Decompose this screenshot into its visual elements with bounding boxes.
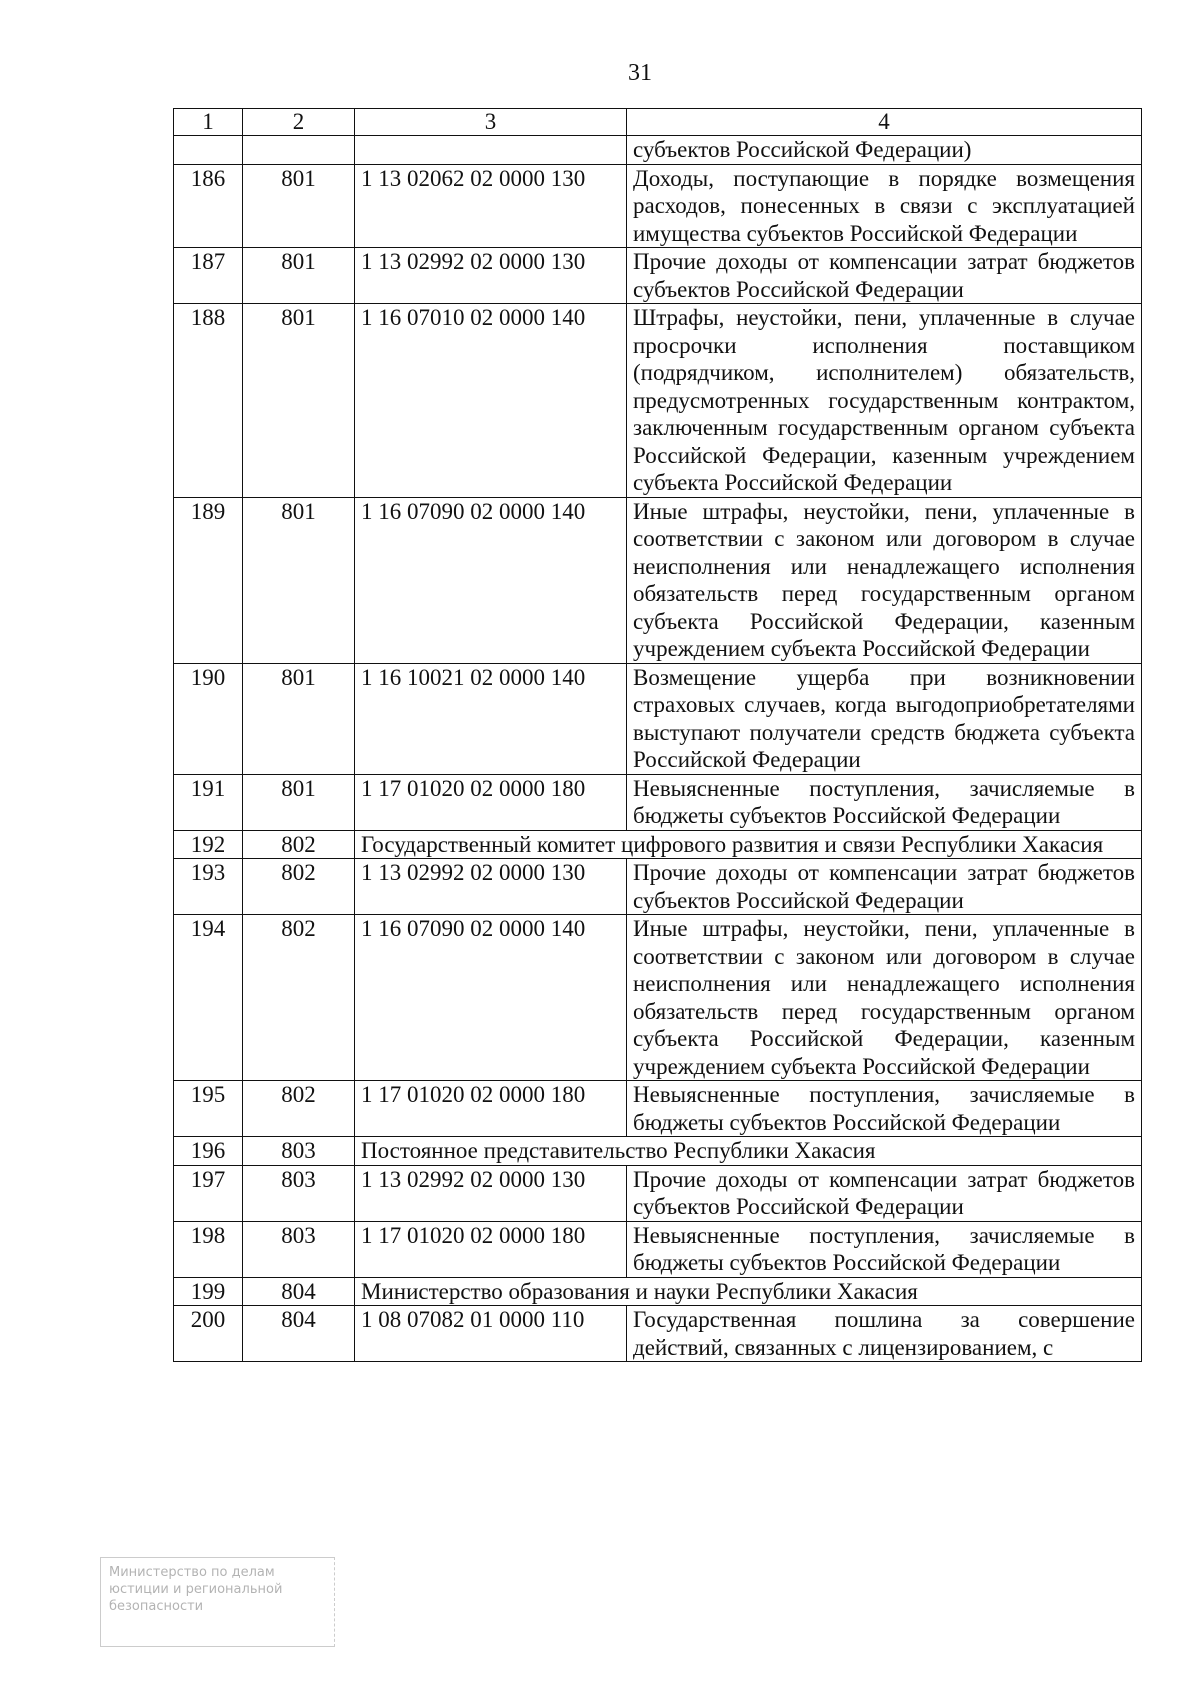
stamp-line: безопасности (109, 1599, 204, 1614)
row-number: 200 (174, 1306, 243, 1362)
budget-classification-code: 1 16 10021 02 0000 140 (355, 663, 627, 774)
revenue-description: Иные штрафы, неустойки, пени, уплаченные в соответствии с законом или договором в случае неисполнения или ненадлежащего исполнения обязательств перед государственным органом субъекта Российской Федерации, казенным учреждением субъекта Российской Федерации (627, 497, 1142, 663)
row-number: 193 (174, 859, 243, 915)
table-row (174, 663, 1142, 774)
admin-code: 803 (243, 1137, 355, 1166)
table-row (174, 304, 1142, 498)
organization-name: Министерство образования и науки Республики Хакасия (355, 1277, 1142, 1306)
admin-code: 804 (243, 1277, 355, 1306)
revenue-description: Доходы, поступающие в порядке возмещения расходов, понесенных в связи с эксплуатацией имущества субъектов Российской Федерации (627, 164, 1142, 248)
row-number: 199 (174, 1277, 243, 1306)
table-row (174, 164, 1142, 248)
row-number: 197 (174, 1165, 243, 1221)
admin-code: 803 (243, 1221, 355, 1277)
organization-name: Постоянное представительство Республики Хакасия (355, 1137, 1142, 1166)
table-row (174, 1081, 1142, 1137)
admin-code: 801 (243, 164, 355, 248)
table-row (174, 1137, 1142, 1166)
header-col-1: 1 (174, 109, 243, 136)
admin-code: 801 (243, 497, 355, 663)
admin-code: 802 (243, 859, 355, 915)
revenue-codes-table (173, 108, 1142, 1362)
row-number (174, 136, 243, 165)
table-row (174, 136, 1142, 165)
row-number: 195 (174, 1081, 243, 1137)
admin-code: 804 (243, 1306, 355, 1362)
budget-classification-code: 1 13 02062 02 0000 130 (355, 164, 627, 248)
budget-classification-code: 1 13 02992 02 0000 130 (355, 248, 627, 304)
admin-code: 801 (243, 774, 355, 830)
registration-stamp (100, 1557, 335, 1647)
budget-classification-code: 1 17 01020 02 0000 180 (355, 1221, 627, 1277)
stamp-line: Министерство по делам (109, 1565, 275, 1580)
row-number: 192 (174, 830, 243, 859)
row-number: 189 (174, 497, 243, 663)
revenue-description: Невыясненные поступления, зачисляемые в бюджеты субъектов Российской Федерации (627, 774, 1142, 830)
budget-classification-code: 1 17 01020 02 0000 180 (355, 774, 627, 830)
budget-classification-code (355, 136, 627, 165)
row-number: 187 (174, 248, 243, 304)
revenue-description: Прочие доходы от компенсации затрат бюджетов субъектов Российской Федерации (627, 1165, 1142, 1221)
row-number: 191 (174, 774, 243, 830)
table-row (174, 1165, 1142, 1221)
row-number: 194 (174, 915, 243, 1081)
table-row (174, 497, 1142, 663)
header-col-2: 2 (243, 109, 355, 136)
table-row (174, 774, 1142, 830)
revenue-description: Государственная пошлина за совершение действий, связанных с лицензированием, с (627, 1306, 1142, 1362)
admin-code: 802 (243, 915, 355, 1081)
revenue-description: субъектов Российской Федерации) (627, 136, 1142, 165)
table-row (174, 859, 1142, 915)
row-number: 196 (174, 1137, 243, 1166)
organization-name: Государственный комитет цифрового развития и связи Республики Хакасия (355, 830, 1142, 859)
header-col-4: 4 (627, 109, 1142, 136)
row-number: 198 (174, 1221, 243, 1277)
table-row (174, 915, 1142, 1081)
table-header-row (174, 109, 1142, 136)
admin-code: 802 (243, 1081, 355, 1137)
revenue-description: Иные штрафы, неустойки, пени, уплаченные в соответствии с законом или договором в случае неисполнения или ненадлежащего исполнения обязательств перед государственным органом субъекта Российской Федерации, казенным учреждением субъекта Российской Федерации (627, 915, 1142, 1081)
budget-classification-code: 1 08 07082 01 0000 110 (355, 1306, 627, 1362)
table-row (174, 248, 1142, 304)
revenue-description: Прочие доходы от компенсации затрат бюджетов субъектов Российской Федерации (627, 859, 1142, 915)
revenue-description: Невыясненные поступления, зачисляемые в бюджеты субъектов Российской Федерации (627, 1081, 1142, 1137)
row-number: 188 (174, 304, 243, 498)
admin-code: 803 (243, 1165, 355, 1221)
revenue-description: Прочие доходы от компенсации затрат бюджетов субъектов Российской Федерации (627, 248, 1142, 304)
admin-code: 801 (243, 248, 355, 304)
budget-classification-code: 1 13 02992 02 0000 130 (355, 1165, 627, 1221)
table-row (174, 1306, 1142, 1362)
page-number: 31 (628, 60, 652, 86)
table-row (174, 1221, 1142, 1277)
row-number: 186 (174, 164, 243, 248)
row-number: 190 (174, 663, 243, 774)
budget-classification-code: 1 16 07090 02 0000 140 (355, 497, 627, 663)
admin-code: 802 (243, 830, 355, 859)
budget-classification-code: 1 16 07010 02 0000 140 (355, 304, 627, 498)
budget-classification-code: 1 17 01020 02 0000 180 (355, 1081, 627, 1137)
revenue-description: Штрафы, неустойки, пени, уплаченные в случае просрочки исполнения поставщиком (подрядчиком, исполнителем) обязательств, предусмотренных государственным контрактом, заключенным государственным органом субъекта Российской Федерации, казенным учреждением субъекта Российской Федерации (627, 304, 1142, 498)
stamp-line: юстиции и региональной (109, 1582, 283, 1597)
header-col-3: 3 (355, 109, 627, 136)
revenue-description: Невыясненные поступления, зачисляемые в бюджеты субъектов Российской Федерации (627, 1221, 1142, 1277)
budget-classification-code: 1 16 07090 02 0000 140 (355, 915, 627, 1081)
admin-code (243, 136, 355, 165)
revenue-description: Возмещение ущерба при возникновении страховых случаев, когда выгодоприобретателями выступают получатели средств бюджета субъекта Российской Федерации (627, 663, 1142, 774)
admin-code: 801 (243, 663, 355, 774)
table-row (174, 830, 1142, 859)
budget-classification-code: 1 13 02992 02 0000 130 (355, 859, 627, 915)
table-row (174, 1277, 1142, 1306)
admin-code: 801 (243, 304, 355, 498)
